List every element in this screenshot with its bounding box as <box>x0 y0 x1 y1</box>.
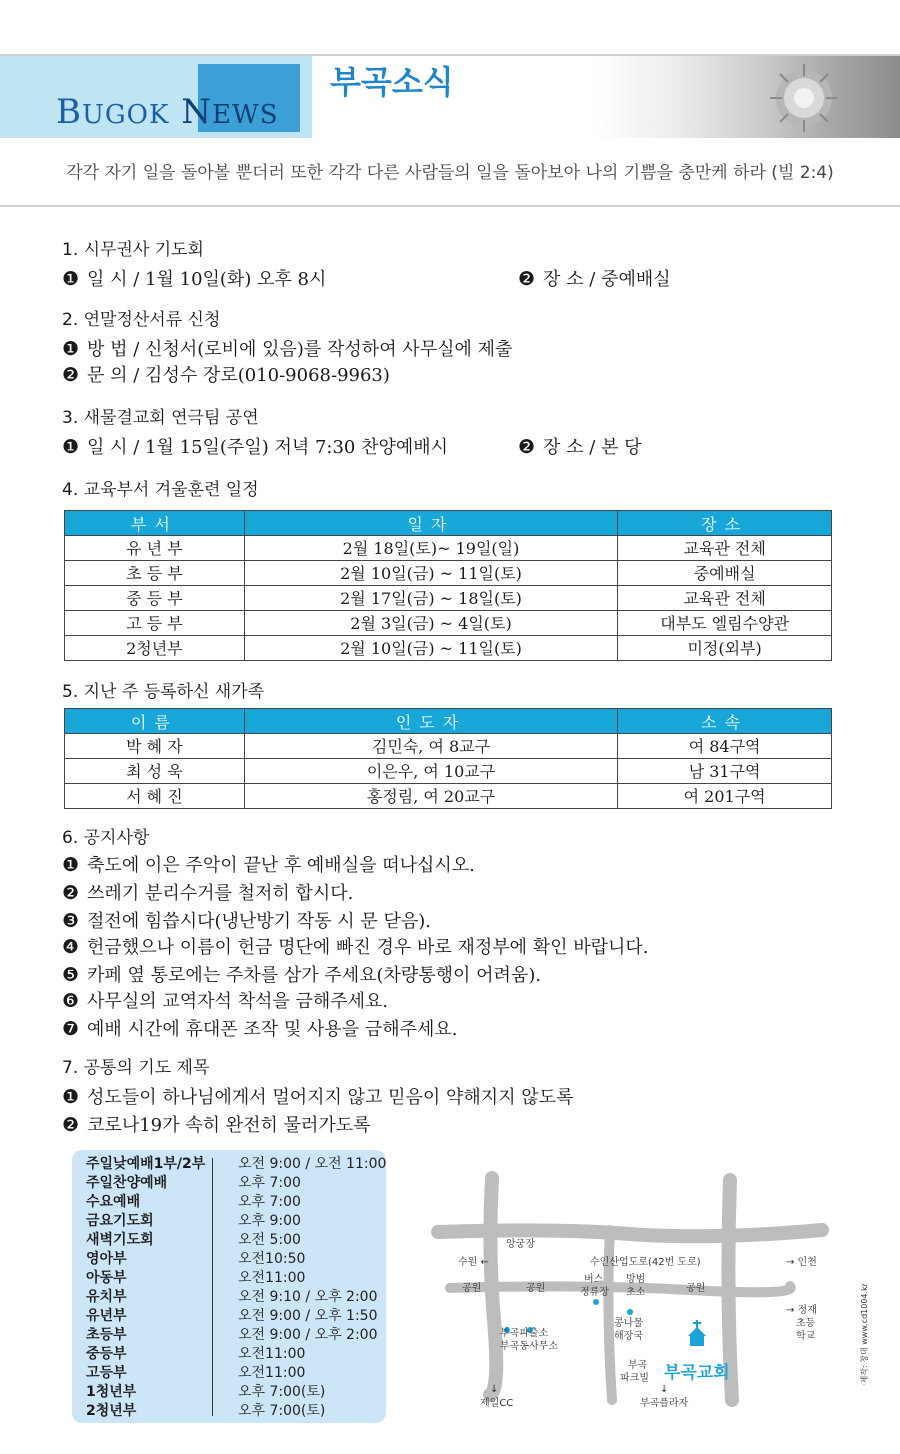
svg-text:·제작: 창대 www.cd1004.kr: ·제작: 창대 www.cd1004.kr <box>860 1283 869 1386</box>
map-label: 부곡플라자 <box>640 1398 689 1409</box>
date-cell: 2월 17일(금) ~ 18일(토) <box>244 586 618 611</box>
section-7-title: 7. 공통의 기도 제목 <box>62 1058 210 1078</box>
section-5-title: 5. 지난 주 등록하신 새가족 <box>62 682 265 702</box>
map-label: 부곡 <box>628 1360 648 1371</box>
schedule-row: 2청년부 오후 7:00(토) <box>86 1403 326 1419</box>
place-cell: 교육관 전체 <box>618 536 832 561</box>
map-label: 정류장 <box>580 1287 609 1298</box>
date-cell: 2월 18일(토)~ 19일(일) <box>244 536 618 561</box>
schedule-row: 금요기도회 오후 9:00 <box>86 1213 301 1229</box>
flower-photo-icon <box>752 58 852 136</box>
table-header: 이름 <box>65 709 245 734</box>
map-label: 수인산업도로(42번 도로) <box>590 1257 701 1268</box>
table-row <box>65 734 832 759</box>
table-header: 장소 <box>618 511 832 536</box>
table-header: 인도자 <box>244 709 617 734</box>
section-3-line-2: ❷ 장 소 / 본 당 <box>518 436 642 458</box>
dept-cell: 중 등 부 <box>65 586 245 611</box>
section-4-title: 4. 교육부서 겨울훈련 일정 <box>62 480 259 500</box>
credit-text <box>858 1268 870 1388</box>
guide-cell: 김민숙, 여 8교구 <box>244 734 617 759</box>
name-cell: 박 혜 자 <box>65 734 245 759</box>
place-cell: 중예배실 <box>618 561 832 586</box>
date-cell: 2월 10일(금) ~ 11일(토) <box>244 636 618 661</box>
schedule-divider <box>212 1158 213 1416</box>
date-cell: 2월 10일(금) ~ 11일(토) <box>244 561 618 586</box>
map-label: 학교 <box>796 1331 816 1342</box>
map-label: 부곡동사무소 <box>500 1341 558 1352</box>
dept-cell: 초 등 부 <box>65 561 245 586</box>
section-3-line-1: ❶ 일 시 / 1월 15일(주일) 저녁 7:30 찬양예배시 <box>62 436 449 458</box>
table-row <box>65 586 832 611</box>
schedule-row: 새벽기도회 오전 5:00 <box>86 1232 301 1248</box>
map-label: 공원 <box>686 1283 706 1294</box>
group-cell: 여 201구역 <box>618 784 832 809</box>
map-label: 수원 ← <box>458 1257 489 1268</box>
date-cell: 2월 3일(금) ~ 4일(토) <box>244 611 618 636</box>
group-cell: 여 84구역 <box>618 734 832 759</box>
notice-item: ❹ 헌금했으나 이름이 헌금 명단에 빠진 경우 바로 재정부에 확인 바랍니다. <box>62 936 649 958</box>
schedule-row: 아동부 오전11:00 <box>86 1270 306 1286</box>
group-cell: 남 31구역 <box>618 759 832 784</box>
map-label: 파크빌 <box>620 1373 649 1384</box>
table-row <box>65 561 832 586</box>
restaurant-dot <box>627 1309 633 1315</box>
place-cell: 대부도 엘림수양관 <box>618 611 832 636</box>
notice-item: ❶ 축도에 이은 주악이 끝난 후 예배실을 떠나십시오. <box>62 854 475 876</box>
schedule-row: 유년부 오전 9:00 / 오후 1:50 <box>86 1308 378 1324</box>
map-label: 콩나물 <box>614 1318 643 1329</box>
notice-item: ❻ 사무실의 교역자석 착석을 금해주세요. <box>62 990 389 1012</box>
map-label: 방범 <box>626 1274 646 1285</box>
schedule-row: 수요예배 오후 7:00 <box>86 1194 301 1210</box>
new-family-table <box>64 708 832 809</box>
table-row <box>65 611 832 636</box>
map-label: → 인천 <box>786 1257 817 1268</box>
section-6-title: 6. 공지사항 <box>62 828 150 848</box>
section-1-line-2: ❷ 장 소 / 중예배실 <box>518 268 671 290</box>
table-row <box>65 759 832 784</box>
verse-divider <box>0 205 900 207</box>
schedule-row: 초등부 오전 9:00 / 오후 2:00 <box>86 1327 378 1343</box>
dept-cell: 2청년부 <box>65 636 245 661</box>
guide-cell: 홍정림, 여 20교구 <box>244 784 617 809</box>
worship-schedule-box <box>72 1150 386 1423</box>
map-label: → 정재 <box>786 1305 817 1316</box>
schedule-row: 중등부 오전11:00 <box>86 1346 306 1362</box>
schedule-row: 영아부 오전10:50 <box>86 1251 306 1267</box>
notice-item: ❼ 예배 시간에 휴대폰 조작 및 사용을 금해주세요. <box>62 1018 458 1040</box>
map-label: 공원 <box>526 1283 546 1294</box>
table-row <box>65 784 832 809</box>
section-2-line-2: ❷ 문 의 / 김성수 장로(010-9068-9963) <box>62 364 390 386</box>
schedule-row: 1청년부 오후 7:00(토) <box>86 1384 326 1400</box>
training-schedule-table <box>64 510 832 661</box>
dept-cell: 유 년 부 <box>65 536 245 561</box>
map-label: 초등 <box>796 1318 816 1329</box>
schedule-row: 고등부 오전11:00 <box>86 1365 306 1381</box>
map-label: 앙궁장 <box>506 1239 535 1250</box>
map-label: 해장국 <box>614 1331 643 1342</box>
schedule-row: 주일찬양예배 오후 7:00 <box>86 1175 301 1191</box>
schedule-row: 유치부 오전 9:10 / 오후 2:00 <box>86 1289 378 1305</box>
section-2-title: 2. 연말정산서류 신청 <box>62 310 221 330</box>
place-cell: 미정(외부) <box>618 636 832 661</box>
dept-cell: 고 등 부 <box>65 611 245 636</box>
prayer-item: ❷ 코로나19가 속히 완전히 물러가도록 <box>62 1114 371 1136</box>
map-label: 버스 <box>584 1274 604 1285</box>
bus-stop-dot <box>593 1299 599 1305</box>
map-label: 부곡파출소 <box>500 1328 549 1339</box>
table-header: 일자 <box>244 511 618 536</box>
prayer-item: ❶ 성도들이 하나님에게서 멀어지지 않고 믿음이 약해지지 않도록 <box>62 1086 574 1108</box>
map-label: ↓ <box>660 1384 669 1395</box>
table-header: 소속 <box>618 709 832 734</box>
bugok-news-logo: BUGOK NEWS <box>56 92 279 132</box>
church-icon <box>688 1320 706 1346</box>
name-cell: 최 성 욱 <box>65 759 245 784</box>
name-cell: 서 혜 진 <box>65 784 245 809</box>
notice-item: ❺ 카페 옆 통로에는 주차를 삼가 주세요(차량통행이 어려움). <box>62 964 542 986</box>
guide-cell: 이은우, 여 10교구 <box>244 759 617 784</box>
section-1-title: 1. 시무권사 기도회 <box>62 240 204 260</box>
map-label: 초소 <box>626 1287 646 1298</box>
bible-verse: 각각 자기 일을 돌아볼 뿐더러 또한 각각 다른 사람들의 일을 돌아보아 나의 기쁨을 충만케 하라 (빌 2:4) <box>66 163 834 183</box>
map-label: 제일CC <box>480 1398 514 1409</box>
table-row <box>65 536 832 561</box>
map-label: 공원 <box>462 1283 482 1294</box>
notice-item: ❷ 쓰레기 분리수거를 철저히 합시다. <box>62 882 354 904</box>
schedule-row: 주일낮예배1부/2부 오전 9:00 / 오전 11:00 <box>86 1156 387 1172</box>
table-row <box>65 636 832 661</box>
place-cell: 교육관 전체 <box>618 586 832 611</box>
section-2-line-1: ❶ 방 법 / 신청서(로비에 있음)를 작성하여 사무실에 제출 <box>62 338 513 360</box>
section-3-title: 3. 새물결교회 연극팀 공연 <box>62 408 259 428</box>
map-label: ↓ <box>490 1384 499 1395</box>
table-header: 부서 <box>65 511 245 536</box>
section-1-line-1: ❶ 일 시 / 1월 10일(화) 오후 8시 <box>62 268 327 290</box>
page-title: 부곡소식 <box>330 63 454 101</box>
notice-item: ❸ 절전에 힘씁시다(냉난방기 작동 시 문 닫음). <box>62 910 432 932</box>
church-name-label: 부곡교회 <box>664 1363 730 1383</box>
